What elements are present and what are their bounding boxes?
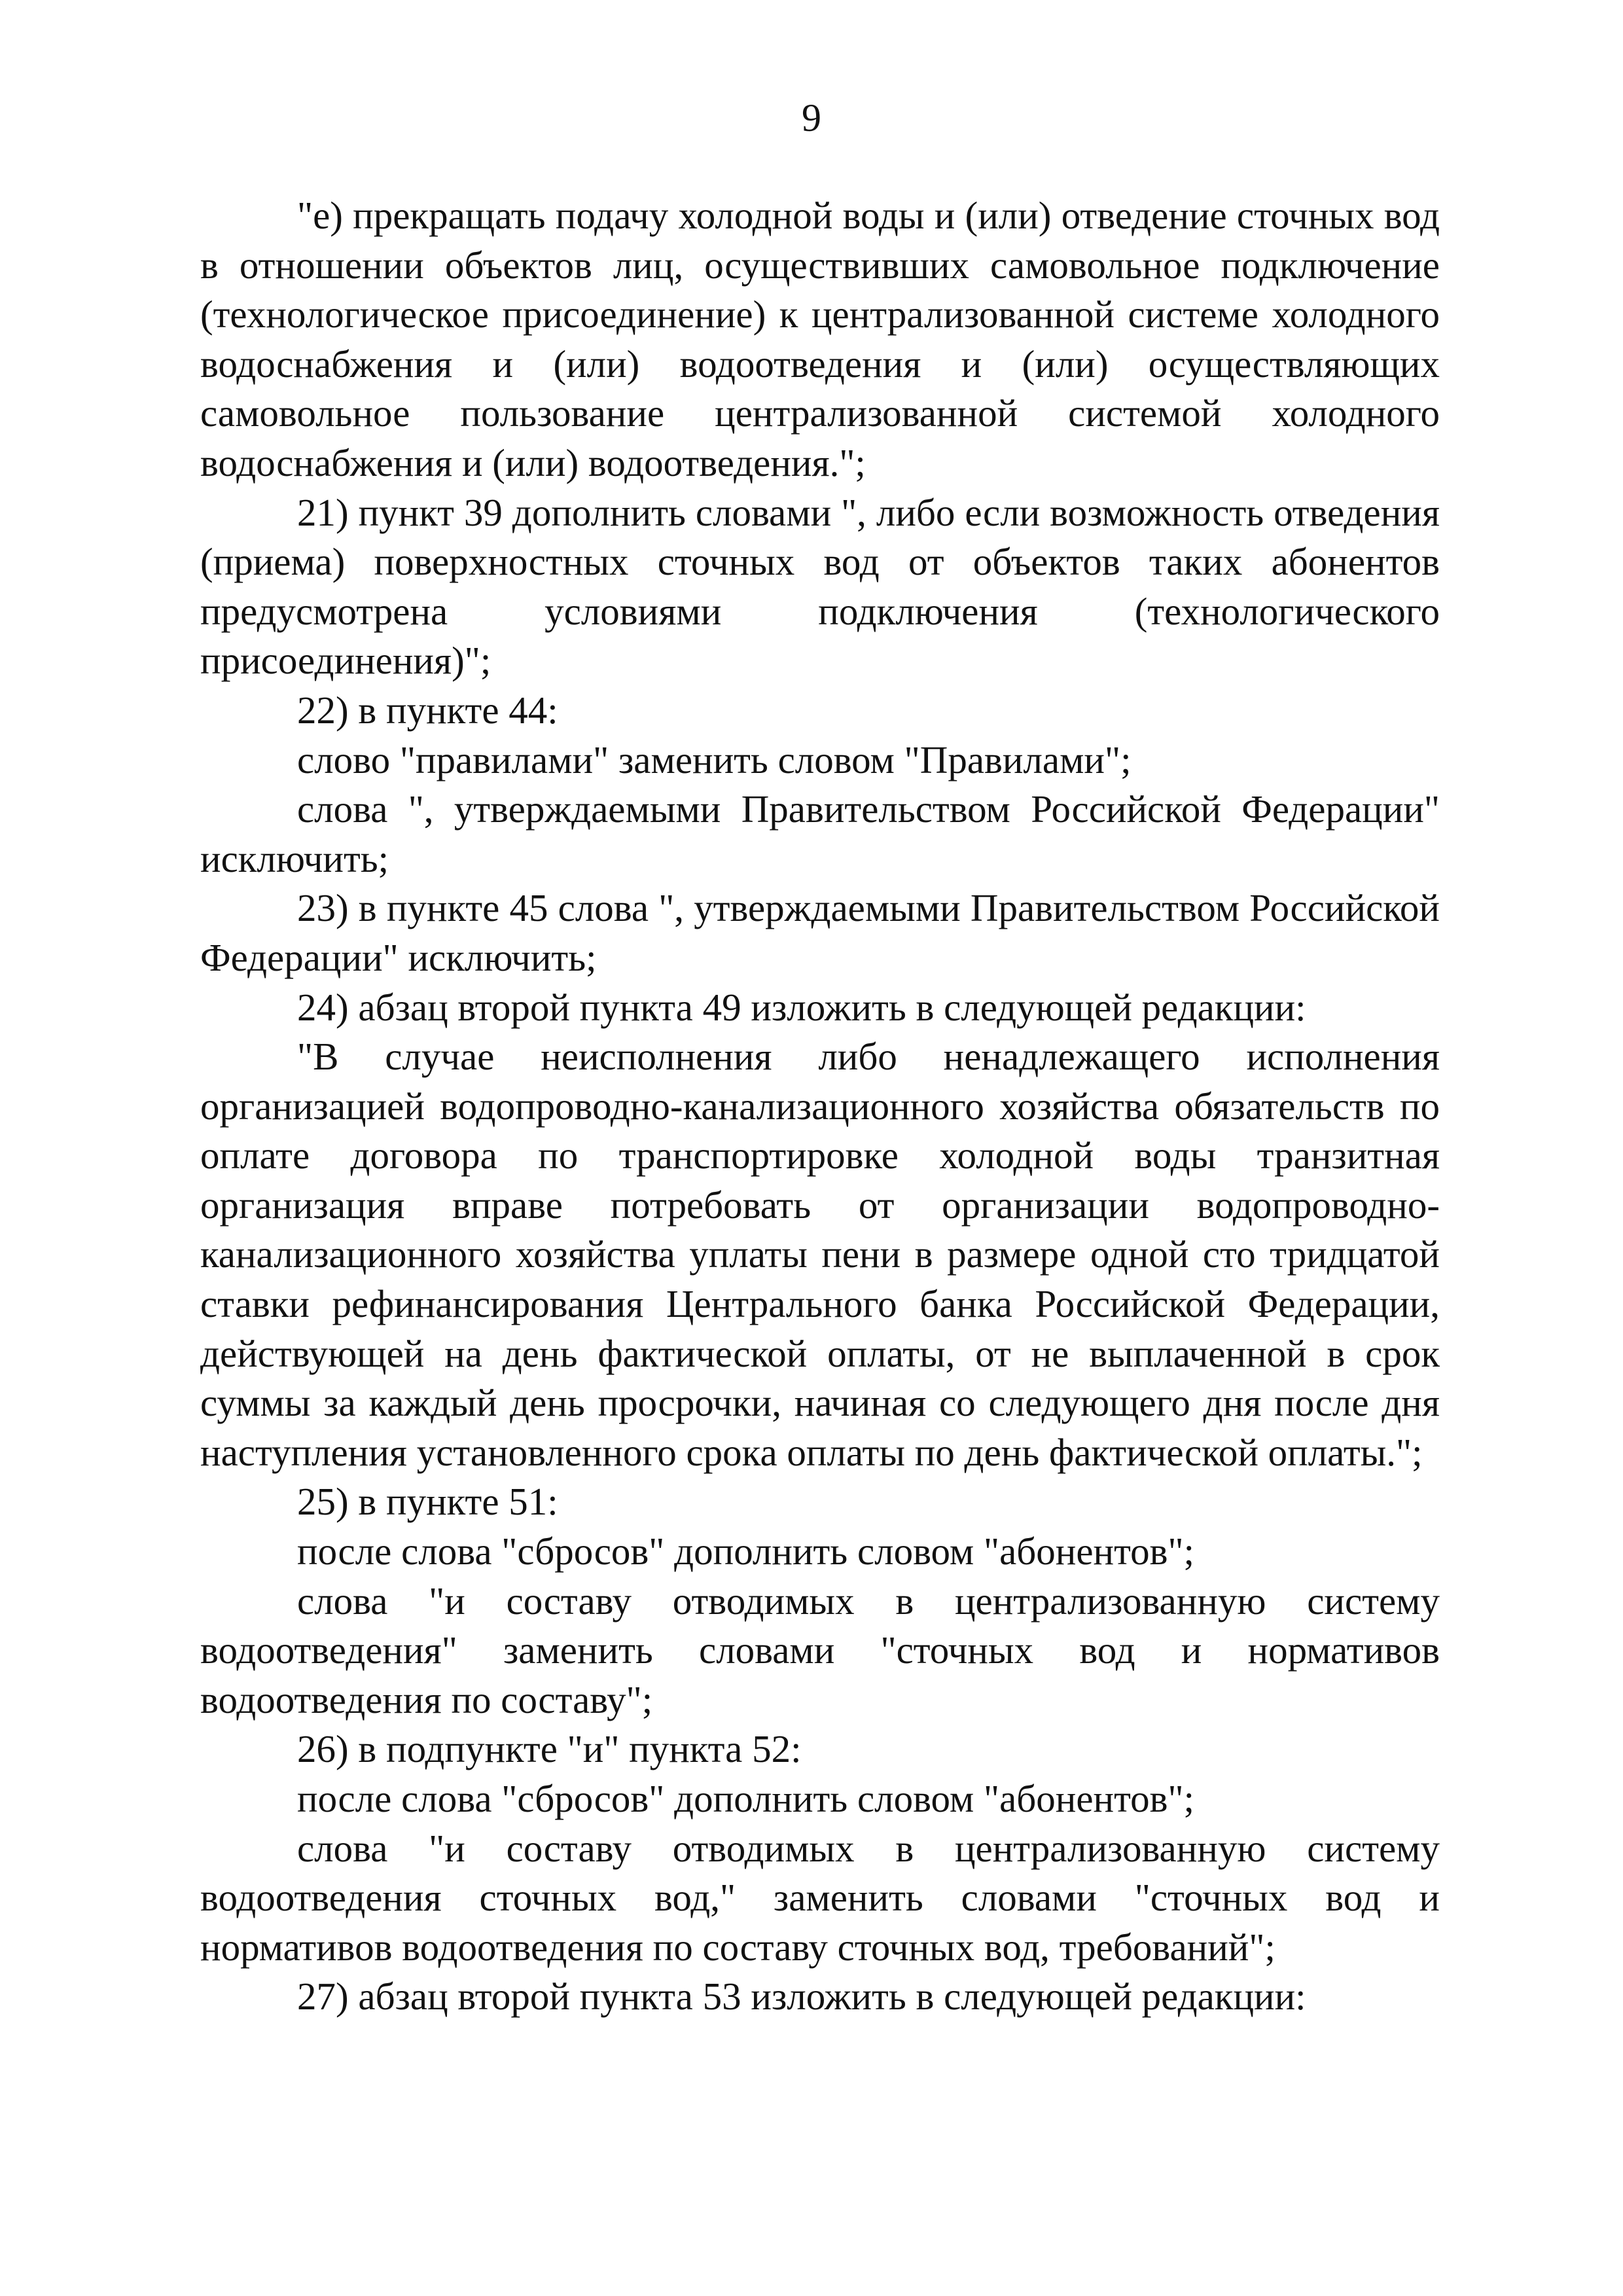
paragraph-item-24-new-text: "В случае неисполнения либо ненадлежащего исполнения организацией водопроводно-канализационного хозяйства обязательств по оплате договора по транспортировке холодной воды транзитная организация вправе потребовать от организации водопроводно-канализационного хозяйства уплаты пени в размере одной сто тридцатой ставки рефинансирования Центрального банка Российской Федерации, действующей на день фактической оплаты, от не выплаченной в срок суммы за каждый день просрочки, начиная со следующего дня после дня наступления установленного срока оплаты по день фактической оплаты."; <box>200 1035 1440 1474</box>
paragraph-item-25-replace-words: слова "и составу отводимых в централизованную систему водоотведения" заменить словами "сточных вод и нормативов водоотведения по составу"; <box>200 1579 1440 1721</box>
paragraph-item-22-word-replace: слово "правилами" заменить словом "Правилами"; <box>297 738 1132 781</box>
page-number: 9 <box>802 96 821 139</box>
paragraph-item-25-add-word: после слова "сбросов" дополнить словом "абонентов"; <box>297 1530 1194 1573</box>
paragraph-item-23: 23) в пункте 45 слова ", утверждаемыми Правительством Российской Федерации" исключить; <box>200 886 1440 979</box>
paragraph-item-27: 27) абзац второй пункта 53 изложить в следующей редакции: <box>297 1975 1306 2018</box>
paragraph-item-22: 22) в пункте 44: <box>297 688 558 732</box>
paragraph-item-26: 26) в подпункте "и" пункта 52: <box>297 1727 802 1771</box>
paragraph-item-25: 25) в пункте 51: <box>297 1480 558 1524</box>
paragraph-e-termination: "е) прекращать подачу холодной воды и (или) отведение сточных вод в отношении объектов лиц, осуществивших самовольное подключение (технологическое присоединение) к централизованной системе холодного водоснабжения и (или) водоотведения и (или) осуществляющих самовольное пользование централизованной системой холодного водоснабжения и (или) водоотведения."; <box>200 194 1440 484</box>
paragraph-item-26-replace-words: слова "и составу отводимых в централизованную систему водоотведения сточных вод," заменить словами "сточных вод и нормативов водоотведения по составу сточных вод, требований"; <box>200 1826 1440 1969</box>
paragraph-item-22-words-exclude: слова ", утверждаемыми Правительством Российской Федерации" исключить; <box>200 787 1440 880</box>
document-body <box>200 191 1440 2022</box>
paragraph-item-21: 21) пункт 39 дополнить словами ", либо если возможность отведения (приема) поверхностных сточных вод от объектов таких абонентов предусмотрена условиями подключения (технологического присоединения)"; <box>200 490 1440 683</box>
paragraph-item-24: 24) абзац второй пункта 49 изложить в следующей редакции: <box>297 985 1306 1029</box>
paragraph-item-26-add-word: после слова "сбросов" дополнить словом "абонентов"; <box>297 1777 1194 1820</box>
